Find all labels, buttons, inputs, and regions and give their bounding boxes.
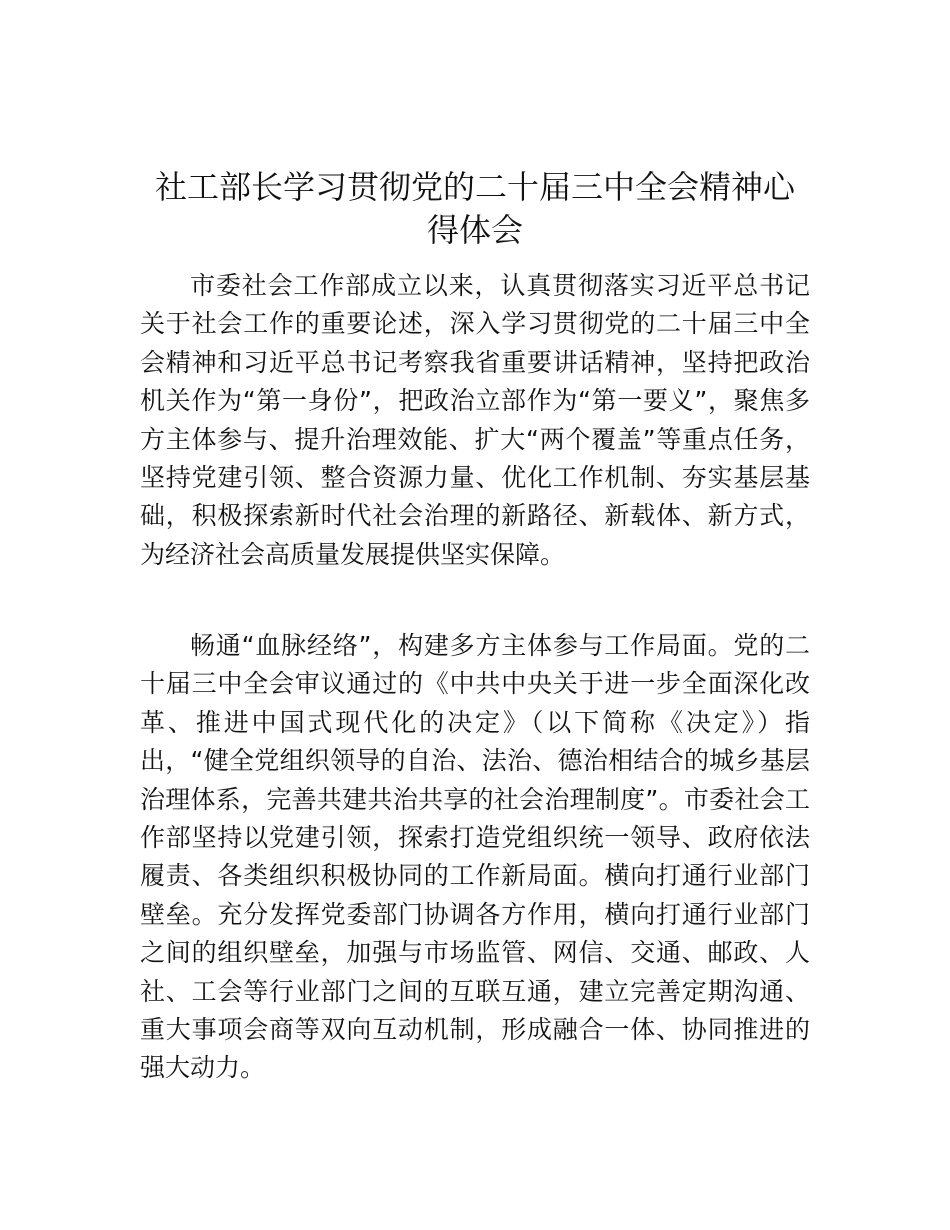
body-paragraph-2: 畅通“血脉经络”，构建多方主体参与工作局面。党的二十届三中全会审议通过的《中共中央关于进一步全面深化改革、推进中国式现代化的决定》（以下简称《决定》）指出，“健全党组织领导的自治、法治、德治相结合的城乡基层治理体系，完善共建共治共享的社会治理制度”。市委社会工作部坚持以党建引领，探索打造党组织统一领导、政府依法履责、各类组织积极协同的工作新局面。横向打通行业部门壁垒。充分发挥党委部门协调各方作用，横向打通行业部门之间的组织壁垒，加强与市场监管、网信、交通、邮政、人社、工会等行业部门之间的互联互通，建立完善定期沟通、重大事项会商等双向互动机制，形成融合一体、协同推进的强大动力。 (140, 631, 810, 1083)
body-paragraph-1: 市委社会工作部成立以来，认真贯彻落实习近平总书记关于社会工作的重要论述，深入学习贯彻党的二十届三中全会精神和习近平总书记考察我省重要讲话精神，坚持把政治机关作为“第一身份”，把政治立部作为“第一要义”，聚焦多方主体参与、提升治理效能、扩大“两个覆盖”等重点任务，坚持党建引领、整合资源力量、优化工作机制、夯实基层基础，积极探索新时代社会治理的新路径、新载体、新方式，为经济社会高质量发展提供坚实保障。 (140, 271, 810, 569)
document-title: 社工部长学习贯彻党的二十届三中全会精神心得体会 (154, 168, 795, 249)
